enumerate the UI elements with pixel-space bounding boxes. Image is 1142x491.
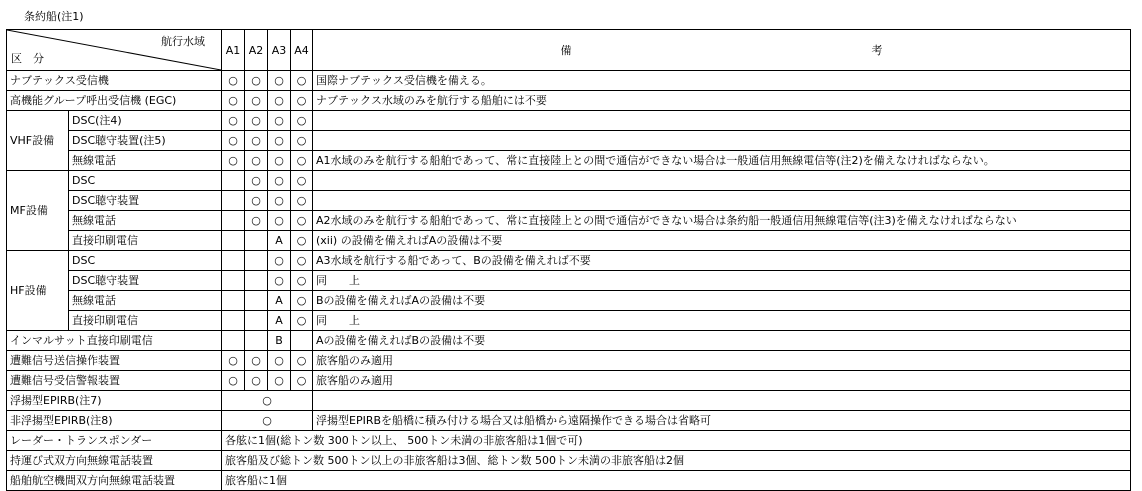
mark-a4: ○ — [291, 231, 313, 251]
row-remark: A3水域を航行する船であって、Bの設備を備えれば不要 — [313, 251, 1131, 271]
mark-a1: ○ — [222, 111, 245, 131]
mark-a2: ○ — [245, 151, 268, 171]
table-row — [7, 251, 1131, 271]
mark-a1: ○ — [222, 131, 245, 151]
row-remark: 浮揚型EPIRBを船橋に積み付ける場合又は船橋から遠隔操作できる場合は省略可 — [313, 411, 1131, 431]
zone-header-a4: A4 — [291, 30, 313, 71]
table-row — [7, 231, 1131, 251]
mark-a1 — [222, 211, 245, 231]
group-label-hf: HF設備 — [7, 251, 69, 331]
group-label-mf: MF設備 — [7, 171, 69, 251]
mark-a1 — [222, 251, 245, 271]
row-label: DSC — [69, 251, 222, 271]
row-remark — [313, 391, 1131, 411]
table-row — [7, 451, 1131, 471]
mark-a3: ○ — [268, 271, 291, 291]
row-remark: 旅客船に1個 — [222, 471, 1131, 491]
mark-a4: ○ — [291, 131, 313, 151]
mark-a2: ○ — [245, 351, 268, 371]
mark-a3: A — [268, 291, 291, 311]
mark-a4: ○ — [291, 91, 313, 111]
row-label: 遭難信号送信操作装置 — [7, 351, 222, 371]
table-row — [7, 411, 1131, 431]
mark-a2 — [245, 331, 268, 351]
table-row — [7, 471, 1131, 491]
mark-a2: ○ — [245, 371, 268, 391]
mark-a4: ○ — [291, 191, 313, 211]
mark-a2 — [245, 311, 268, 331]
row-remark: A1水域のみを航行する船舶であって、常に直接陸上との間で通信ができない場合は一般通信用無線電信等(注2)を備えなければならない。 — [313, 151, 1131, 171]
mark-a4 — [291, 331, 313, 351]
mark-a4: ○ — [291, 71, 313, 91]
mark-a1 — [222, 271, 245, 291]
mark-a2 — [245, 231, 268, 251]
mark-a4: ○ — [291, 351, 313, 371]
mark-a2 — [245, 251, 268, 271]
table-row — [7, 71, 1131, 91]
mark-a1 — [222, 311, 245, 331]
table-row — [7, 91, 1131, 111]
row-label: DSC聴守装置(注5) — [69, 131, 222, 151]
mark-a2: ○ — [245, 211, 268, 231]
header-row — [7, 30, 1131, 71]
row-label: 高機能グループ呼出受信機 (EGC) — [7, 91, 222, 111]
mark-a2 — [245, 271, 268, 291]
row-label: 浮揚型EPIRB(注7) — [7, 391, 222, 411]
row-label: 船舶航空機間双方向無線電話装置 — [7, 471, 222, 491]
table-row — [7, 271, 1131, 291]
table-caption: 条約船(注1) — [24, 10, 84, 23]
area-label: 航行水域 — [161, 35, 205, 48]
header-diagonal-cell — [7, 30, 222, 71]
table-row — [7, 311, 1131, 331]
row-label: 無線電話 — [69, 291, 222, 311]
mark-a1 — [222, 171, 245, 191]
row-remark: 同 上 — [313, 311, 1131, 331]
table-row — [7, 431, 1131, 451]
mark-a3: ○ — [268, 111, 291, 131]
row-label: 無線電話 — [69, 211, 222, 231]
mark-a4: ○ — [291, 251, 313, 271]
mark-a2: ○ — [245, 131, 268, 151]
mark-a3: ○ — [268, 131, 291, 151]
table-row — [7, 151, 1131, 171]
mark-a2: ○ — [245, 91, 268, 111]
mark-a3: A — [268, 311, 291, 331]
row-remark: A2水域のみを航行する船舶であって、常に直接陸上との間で通信ができない場合は条約船一般通信用無線電信等(注3)を備えなければならない — [313, 211, 1131, 231]
mark-a3: ○ — [268, 251, 291, 271]
row-remark — [313, 111, 1131, 131]
row-label: DSC聴守装置 — [69, 271, 222, 291]
mark-a4: ○ — [291, 211, 313, 231]
mark-a2: ○ — [245, 191, 268, 211]
mark-a1: ○ — [222, 371, 245, 391]
mark-a4: ○ — [291, 291, 313, 311]
mark-a1 — [222, 331, 245, 351]
row-remark: 同 上 — [313, 271, 1131, 291]
mark-a4: ○ — [291, 171, 313, 191]
mark-a1: ○ — [222, 351, 245, 371]
row-label: DSC聴守装置 — [69, 191, 222, 211]
row-remark: ナブテックス水域のみを航行する船舶には不要 — [313, 91, 1131, 111]
row-label: インマルサット直接印刷電信 — [7, 331, 222, 351]
mark-a1: ○ — [222, 71, 245, 91]
row-remark: (xii) の設備を備えればAの設備は不要 — [313, 231, 1131, 251]
row-remark: Bの設備を備えればAの設備は不要 — [313, 291, 1131, 311]
mark-a4: ○ — [291, 111, 313, 131]
row-remark — [313, 131, 1131, 151]
table-row — [7, 211, 1131, 231]
mark-a3: ○ — [268, 151, 291, 171]
mark-a1: ○ — [222, 151, 245, 171]
mark-a3: B — [268, 331, 291, 351]
mark-a4: ○ — [291, 311, 313, 331]
mark-a3: ○ — [268, 211, 291, 231]
group-label-vhf: VHF設備 — [7, 111, 69, 171]
zone-header-a2: A2 — [245, 30, 268, 71]
row-label: 無線電話 — [69, 151, 222, 171]
mark-a3: ○ — [268, 371, 291, 391]
table-row — [7, 111, 1131, 131]
mark-a1 — [222, 231, 245, 251]
mark-a2: ○ — [245, 171, 268, 191]
row-remark — [313, 191, 1131, 211]
equipment-table — [6, 29, 1131, 491]
mark-all-zones: ○ — [222, 391, 313, 411]
mark-a3: ○ — [268, 91, 291, 111]
row-remark: 国際ナブテックス受信機を備える。 — [313, 71, 1131, 91]
table-row — [7, 391, 1131, 411]
mark-a2: ○ — [245, 111, 268, 131]
row-label: 遭難信号受信警報装置 — [7, 371, 222, 391]
table-row — [7, 371, 1131, 391]
table-row — [7, 131, 1131, 151]
remarks-header-left: 備 — [560, 43, 572, 57]
table-row — [7, 191, 1131, 211]
mark-a3: ○ — [268, 171, 291, 191]
zone-header-a1: A1 — [222, 30, 245, 71]
mark-a3: ○ — [268, 351, 291, 371]
row-label: 直接印刷電信 — [69, 231, 222, 251]
row-remark: 各舷に1個(総トン数 300トン以上、 500トン未満の非旅客船は1個で可) — [222, 431, 1131, 451]
table-row — [7, 291, 1131, 311]
mark-a3: ○ — [268, 191, 291, 211]
table-row — [7, 331, 1131, 351]
mark-a3: ○ — [268, 71, 291, 91]
row-label: 直接印刷電信 — [69, 311, 222, 331]
row-remark: 旅客船及び総トン数 500トン以上の非旅客船は3個、総トン数 500トン未満の非旅客船は2個 — [222, 451, 1131, 471]
mark-a3: A — [268, 231, 291, 251]
row-label: レーダー・トランスポンダー — [7, 431, 222, 451]
category-label: 区 分 — [11, 52, 44, 65]
mark-a1 — [222, 291, 245, 311]
mark-a2 — [245, 291, 268, 311]
mark-a1 — [222, 191, 245, 211]
mark-all-zones: ○ — [222, 411, 313, 431]
table-row — [7, 351, 1131, 371]
row-label: ナブテックス受信機 — [7, 71, 222, 91]
row-remark: Aの設備を備えればBの設備は不要 — [313, 331, 1131, 351]
remarks-header — [313, 30, 1131, 71]
mark-a4: ○ — [291, 371, 313, 391]
row-label: DSC — [69, 171, 222, 191]
mark-a4: ○ — [291, 271, 313, 291]
table-row — [7, 171, 1131, 191]
row-remark: 旅客船のみ適用 — [313, 371, 1131, 391]
remarks-header-right: 考 — [871, 43, 883, 57]
row-remark: 旅客船のみ適用 — [313, 351, 1131, 371]
row-label: 非浮揚型EPIRB(注8) — [7, 411, 222, 431]
mark-a2: ○ — [245, 71, 268, 91]
mark-a4: ○ — [291, 151, 313, 171]
zone-header-a3: A3 — [268, 30, 291, 71]
mark-a1: ○ — [222, 91, 245, 111]
row-label: DSC(注4) — [69, 111, 222, 131]
row-label: 持運び式双方向無線電話装置 — [7, 451, 222, 471]
row-remark — [313, 171, 1131, 191]
